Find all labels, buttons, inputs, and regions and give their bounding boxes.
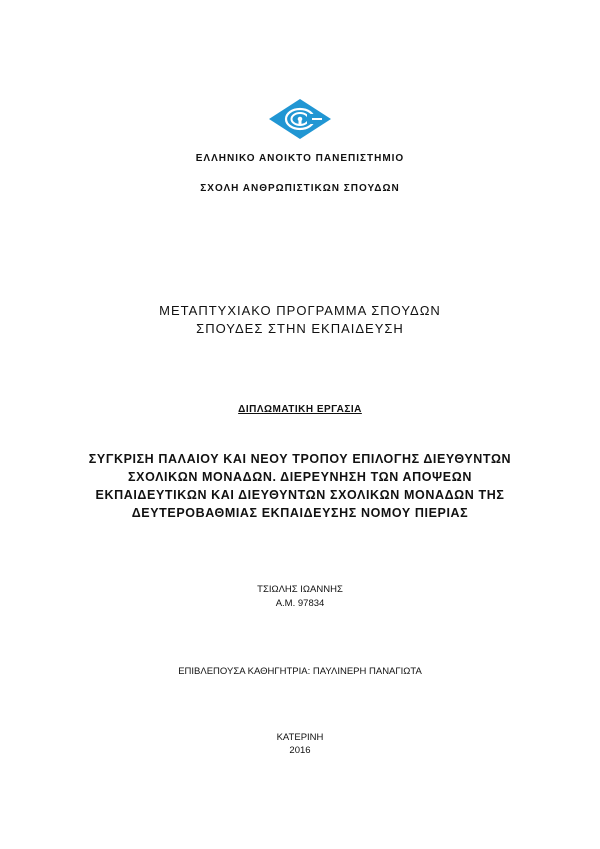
author-name: ΤΣΙΩΛΗΣ ΙΩΑΝΝΗΣ: [257, 584, 343, 595]
university-name: ΕΛΛΗΝΙΚΟ ΑΝΟΙΚΤΟ ΠΑΝΕΠΙΣΤΗΜΙΟ: [195, 153, 405, 164]
thesis-title-line-3: ΕΚΠΑΙΔΕΥΤΙΚΩΝ ΚΑΙ ΔΙΕΥΘΥΝΤΩΝ ΣΧΟΛΙΚΩΝ ΜΟΝΑΔΩΝ ΤΗΣ: [95, 488, 505, 502]
document-type: ΔΙΠΛΩΜΑΤΙΚΗ ΕΡΓΑΣΙΑ: [238, 404, 362, 415]
place: ΚΑΤΕΡΙΝΗ: [276, 732, 324, 743]
registration-number: Α.Μ. 97834: [275, 598, 325, 609]
program-subtitle: ΣΠΟΥΔΕΣ ΣΤΗΝ ΕΚΠΑΙΔΕΥΣΗ: [196, 321, 404, 336]
program-name: ΜΕΤΑΠΤΥΧΙΑΚΟ ΠΡΟΓΡΑΜΜΑ ΣΠΟΥΔΩΝ: [159, 303, 441, 318]
school-name: ΣΧΟΛΗ ΑΝΘΡΩΠΙΣΤΙΚΩΝ ΣΠΟΥΔΩΝ: [200, 183, 400, 194]
thesis-title-line-1: ΣΥΓΚΡΙΣΗ ΠΑΛΑΙΟΥ ΚΑΙ ΝΕΟΥ ΤΡΟΠΟΥ ΕΠΙΛΟΓΗΣ ΔΙΕΥΘΥΝΤΩΝ: [88, 452, 512, 466]
thesis-title-line-4: ΔΕΥΤΕΡΟΒΑΘΜΙΑΣ ΕΚΠΑΙΔΕΥΣΗΣ ΝΟΜΟΥ ΠΙΕΡΙΑΣ: [131, 506, 469, 520]
year: 2016: [289, 745, 311, 756]
eap-logo-icon: [268, 98, 332, 140]
supervisor: ΕΠΙΒΛΕΠΟΥΣΑ ΚΑΘΗΓΗΤΡΙΑ: ΠΑΥΛΙΝΕΡΗ ΠΑΝΑΓΙΩΤΑ: [178, 666, 422, 677]
thesis-title-line-2: ΣΧΟΛΙΚΩΝ ΜΟΝΑΔΩΝ. ΔΙΕΡΕΥΝΗΣΗ ΤΩΝ ΑΠΟΨΕΩΝ: [128, 470, 472, 484]
